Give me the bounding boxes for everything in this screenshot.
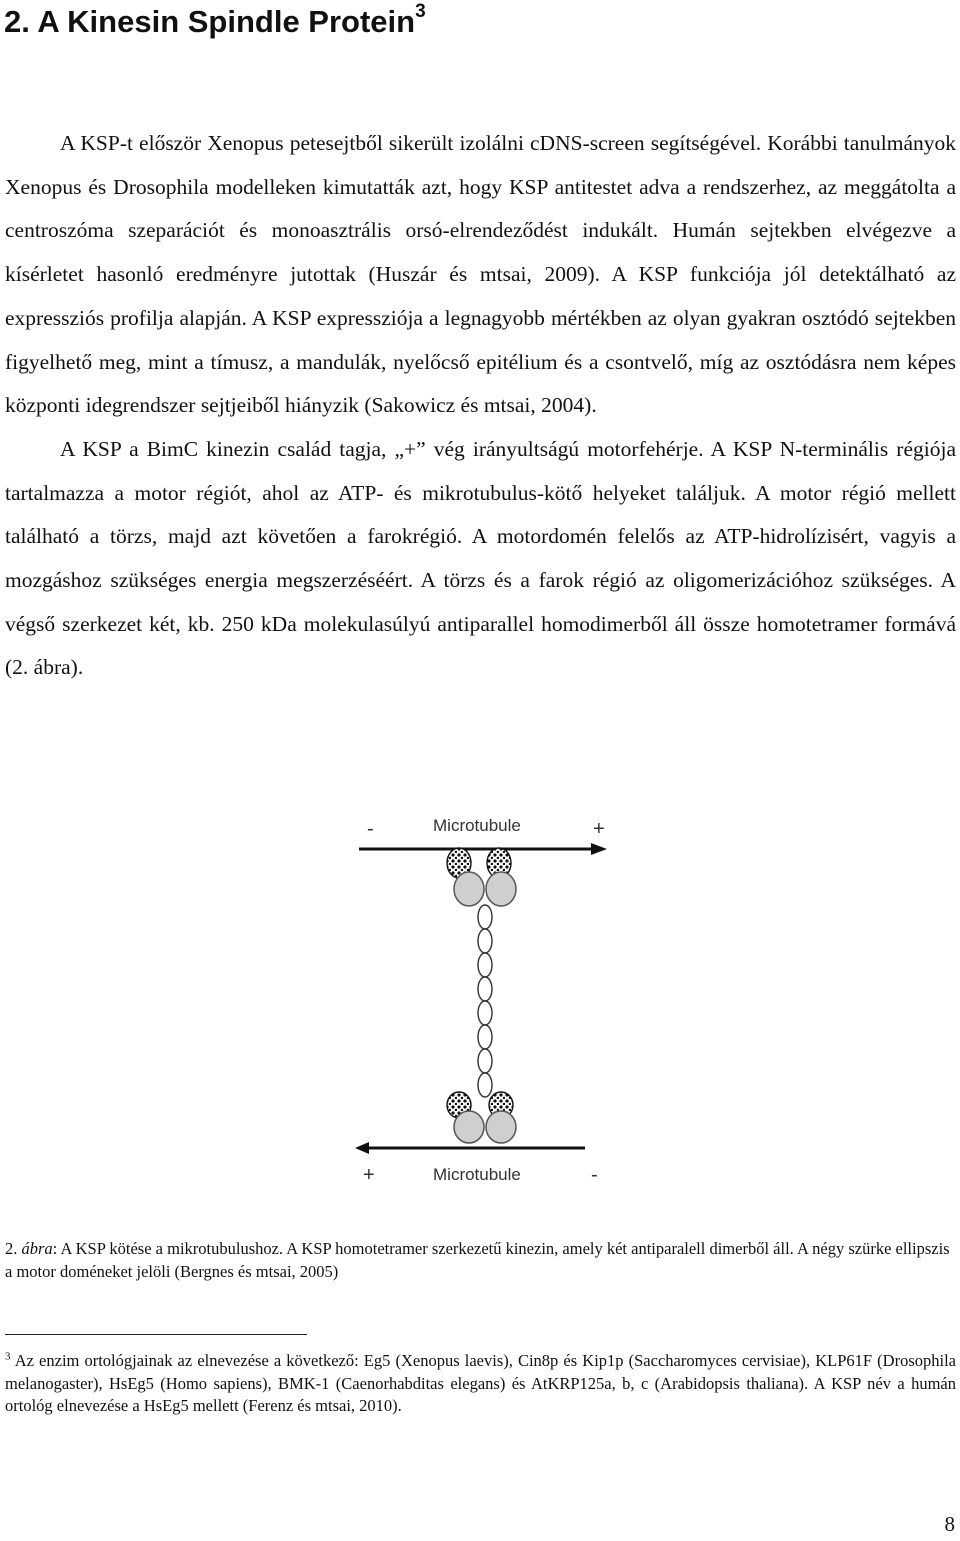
footnote-reference: 3 xyxy=(415,0,426,22)
top-microtubule-arrowhead xyxy=(591,843,607,855)
stalk-chain xyxy=(478,905,492,1097)
motor-domain-ellipse xyxy=(454,1111,484,1143)
caption-number: 2. xyxy=(5,1239,18,1258)
bottom-minus-sign: - xyxy=(591,1164,598,1186)
caption-text: : A KSP kötése a mikrotubulushoz. A KSP homotetramer szerkezetű kinezin, amely két antiparalell dimerből áll. A négy szürke ellipszis a motor doméneket jelöli (Bergnes és mtsai, 2005) xyxy=(5,1239,950,1281)
top-minus-sign: - xyxy=(367,818,374,840)
ksp-microtubule-figure xyxy=(355,805,615,1200)
footnote-separator xyxy=(5,1334,307,1335)
bottom-microtubule-label: Microtubule xyxy=(433,1165,521,1184)
top-motor-domains xyxy=(447,848,516,906)
top-plus-sign: + xyxy=(593,818,605,840)
section-heading-text: 2. A Kinesin Spindle Protein xyxy=(4,4,416,39)
motor-domain-ellipse xyxy=(486,1111,516,1143)
motor-domain-ellipse xyxy=(454,872,484,906)
bottom-plus-sign: + xyxy=(363,1164,375,1186)
footnote-text: Az enzim ortológjainak az elnevezése a következő: Eg5 (Xenopus laevis), Cin8p és Kip1p (Saccharomyces cervisiae), KLP61F (Drosophila melanogaster), HsEg5 (Homo sapiens), BMK-1 (Caenorhabditas elegans) és AtKRP125a, b, c (Arabidopsis thaliana). A KSP név a humán ortológ elnevezése a HsEg5 mellett (Ferenz és mtsai, 2010). xyxy=(5,1351,956,1415)
body-text xyxy=(5,122,956,690)
footnote xyxy=(5,1350,956,1418)
page-number: 8 xyxy=(944,1512,955,1536)
motor-domain-ellipse xyxy=(486,872,516,906)
paragraph-1: A KSP-t először Xenopus petesejtből sikerült izolálni cDNS-screen segítségével. Korábbi tanulmányok Xenopus és Drosophila modelleken kimutatták azt, hogy KSP antitestet adva a rendszerhez, az meggátolta a centroszóma szeparációt és monoasztrális orsó-elrendeződést indukált. Humán sejtekben elvégezve a kísérletet hasonló eredményre jutottak (Huszár és mtsai, 2009). A KSP funkciója jól detektálható az expressziós profilja alapján. A KSP expressziója a legnagyobb mértékben az olyan gyakran osztódó sejtekben figyelhető meg, mint a tímusz, a mandulák, nyelőcső epitélium és a csontvelő, míg az osztódásra nem képes központi idegrendszer sejtjeiből hiányzik (Sakowicz és mtsai, 2004). xyxy=(5,131,956,418)
bottom-microtubule-arrowhead xyxy=(355,1142,369,1154)
paragraph-2: A KSP a BimC kinezin család tagja, „+” vég irányultságú motorfehérje. A KSP N-terminális régiója tartalmazza a motor régiót, ahol az ATP- és mikrotubulus-kötő helyeket találjuk. A motor régió mellett található a törzs, majd azt követően a farokrégió. A motordomén felelős az ATP-hidrolízisért, vagyis a mozgáshoz szükséges energia megszerzéséért. A törzs és a farok régió az oligomerizációhoz szükséges. A végső szerkezet két, kb. 250 kDa molekulasúlyú antiparallel homodimerből áll össze homotetramer formává (2. ábra). xyxy=(5,436,956,680)
caption-label: ábra xyxy=(21,1239,53,1258)
figure-caption xyxy=(5,1238,956,1283)
bottom-motor-domains xyxy=(447,1092,516,1143)
footnote-marker: 3 xyxy=(5,1350,11,1363)
section-heading xyxy=(4,0,426,44)
top-microtubule-label: Microtubule xyxy=(433,816,521,835)
